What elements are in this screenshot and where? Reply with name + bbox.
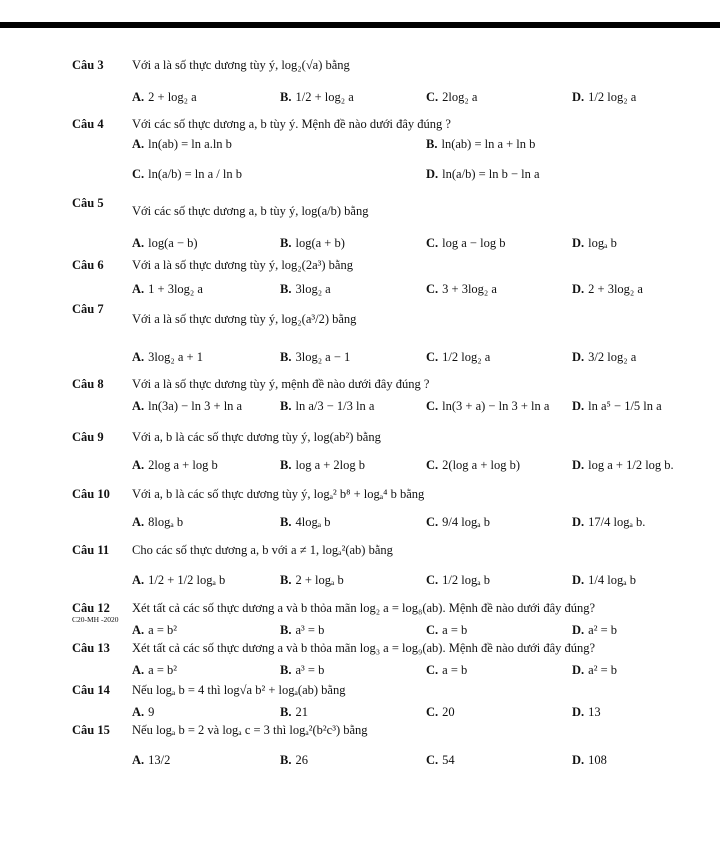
option-a: A. a = b² <box>132 663 178 677</box>
option-b: B. 2 + logₐ b <box>280 573 344 587</box>
question-stem: Với a, b là các số thực dương tùy ý, log(ab²) bằng <box>132 430 381 444</box>
option-c: C. ln(a/b) = ln a / ln b <box>132 167 242 181</box>
option-b: B. 4logₐ b <box>280 515 331 529</box>
option-d: D. a² = b <box>572 623 618 637</box>
question-number: Câu 14 <box>72 683 110 697</box>
option-b: B. log(a + b) <box>280 236 345 250</box>
option-d: D. 17/4 logₐ b. <box>572 515 646 529</box>
option-a: A. 1/2 + 1/2 logₐ b <box>132 573 226 587</box>
option-a: A. 1 + 3log₂ a <box>132 282 203 296</box>
option-b: B. log a + 2log b <box>280 458 366 472</box>
question-number: Câu 6 <box>72 258 104 272</box>
option-d: D. 1/4 logₐ b <box>572 573 637 587</box>
option-c: C. 1/2 log₂ a <box>426 350 491 364</box>
option-d: D. ln(a/b) = ln b − ln a <box>426 167 540 181</box>
question-number: Câu 4 <box>72 117 104 131</box>
question-number: Câu 3 <box>72 58 104 72</box>
option-b: B. 1/2 + log₂ a <box>280 90 354 104</box>
option-d: D. ln a⁵ − 1/5 ln a <box>572 399 662 413</box>
question-number: Câu 13 <box>72 641 110 655</box>
option-a: A. 9 <box>132 705 155 719</box>
question-stem: Với a là số thực dương tùy ý, log₂(√a) bằng <box>132 58 350 72</box>
option-b: B. a³ = b <box>280 663 325 677</box>
question-stem: Với a, b là các số thực dương tùy ý, logₐ² b⁸ + logₐ⁴ b bằng <box>132 487 425 501</box>
question-stem: Với các số thực dương a, b tùy ý, log(a/b) bằng <box>132 204 369 218</box>
question-number: Câu 12 <box>72 601 110 615</box>
option-c: C. log a − log b <box>426 236 506 250</box>
question-number: Câu 8 <box>72 377 104 391</box>
option-b: B. a³ = b <box>280 623 325 637</box>
top-rule <box>0 22 720 28</box>
option-a: A. ln(ab) = ln a.ln b <box>132 137 232 151</box>
option-b: B. 26 <box>280 753 308 767</box>
option-b: B. 3log₂ a <box>280 282 331 296</box>
option-d: D. 13 <box>572 705 601 719</box>
option-a: A. 8logₐ b <box>132 515 184 529</box>
question-stem: Nếu logₐ b = 2 và logₐ c = 3 thì logₐ²(b²c³) bằng <box>132 723 368 737</box>
option-d: D. log a + 1/2 log b. <box>572 458 674 472</box>
option-d: D. 1/2 log₂ a <box>572 90 637 104</box>
question-number: Câu 15 <box>72 723 110 737</box>
question-source: C20-MH -2020 <box>72 615 119 624</box>
option-d: D. 108 <box>572 753 607 767</box>
option-c: C. a = b <box>426 623 468 637</box>
question-stem: Với a là số thực dương tùy ý, mệnh đề nào dưới đây đúng ? <box>132 377 430 391</box>
option-c: C. 2(log a + log b) <box>426 458 521 472</box>
option-a: A. 2 + log₂ a <box>132 90 197 104</box>
option-a: A. 3log₂ a + 1 <box>132 350 203 364</box>
option-b: B. ln a/3 − 1/3 ln a <box>280 399 375 413</box>
option-a: A. 2log a + log b <box>132 458 218 472</box>
question-number: Câu 7 <box>72 302 104 316</box>
option-c: C. ln(3 + a) − ln 3 + ln a <box>426 399 550 413</box>
question-stem: Với các số thực dương a, b tùy ý. Mệnh đề nào dưới đây đúng ? <box>132 117 451 131</box>
question-number: Câu 9 <box>72 430 104 444</box>
option-b: B. 21 <box>280 705 308 719</box>
option-d: D. 2 + 3log₂ a <box>572 282 643 296</box>
option-a: A. ln(3a) − ln 3 + ln a <box>132 399 243 413</box>
question-stem: Xét tất cả các số thực dương a và b thỏa mãn log₂ a = log₈(ab). Mệnh đề nào dưới đây đúng? <box>132 601 596 615</box>
question-number: Câu 5 <box>72 196 104 210</box>
option-d: D. logₐ b <box>572 236 617 250</box>
question-number: Câu 11 <box>72 543 110 557</box>
question-stem: Với a là số thực dương tùy ý, log₂(a³/2) bằng <box>132 312 357 326</box>
option-c: C. a = b <box>426 663 468 677</box>
option-c: C. 1/2 logₐ b <box>426 573 491 587</box>
option-a: A. a = b² <box>132 623 178 637</box>
option-b: B. ln(ab) = ln a + ln b <box>426 137 536 151</box>
option-c: C. 3 + 3log₂ a <box>426 282 497 296</box>
option-c: C. 54 <box>426 753 455 767</box>
option-a: A. 13/2 <box>132 753 171 767</box>
option-d: D. 3/2 log₂ a <box>572 350 637 364</box>
option-d: D. a² = b <box>572 663 618 677</box>
question-stem: Với a là số thực dương tùy ý, log₂(2a³) bằng <box>132 258 353 272</box>
option-a: A. log(a − b) <box>132 236 198 250</box>
option-c: C. 20 <box>426 705 455 719</box>
question-stem: Xét tất cả các số thực dương a và b thỏa mãn log₃ a = log₉(ab). Mệnh đề nào dưới đây đúng? <box>132 641 596 655</box>
question-stem: Cho các số thực dương a, b với a ≠ 1, logₐ²(ab) bằng <box>132 543 393 557</box>
option-c: C. 9/4 logₐ b <box>426 515 491 529</box>
option-c: C. 2log₂ a <box>426 90 478 104</box>
question-number: Câu 10 <box>72 487 110 501</box>
question-stem: Nếu logₐ b = 4 thì log√a b² + logₐ(ab) bằng <box>132 683 346 697</box>
option-b: B. 3log₂ a − 1 <box>280 350 351 364</box>
